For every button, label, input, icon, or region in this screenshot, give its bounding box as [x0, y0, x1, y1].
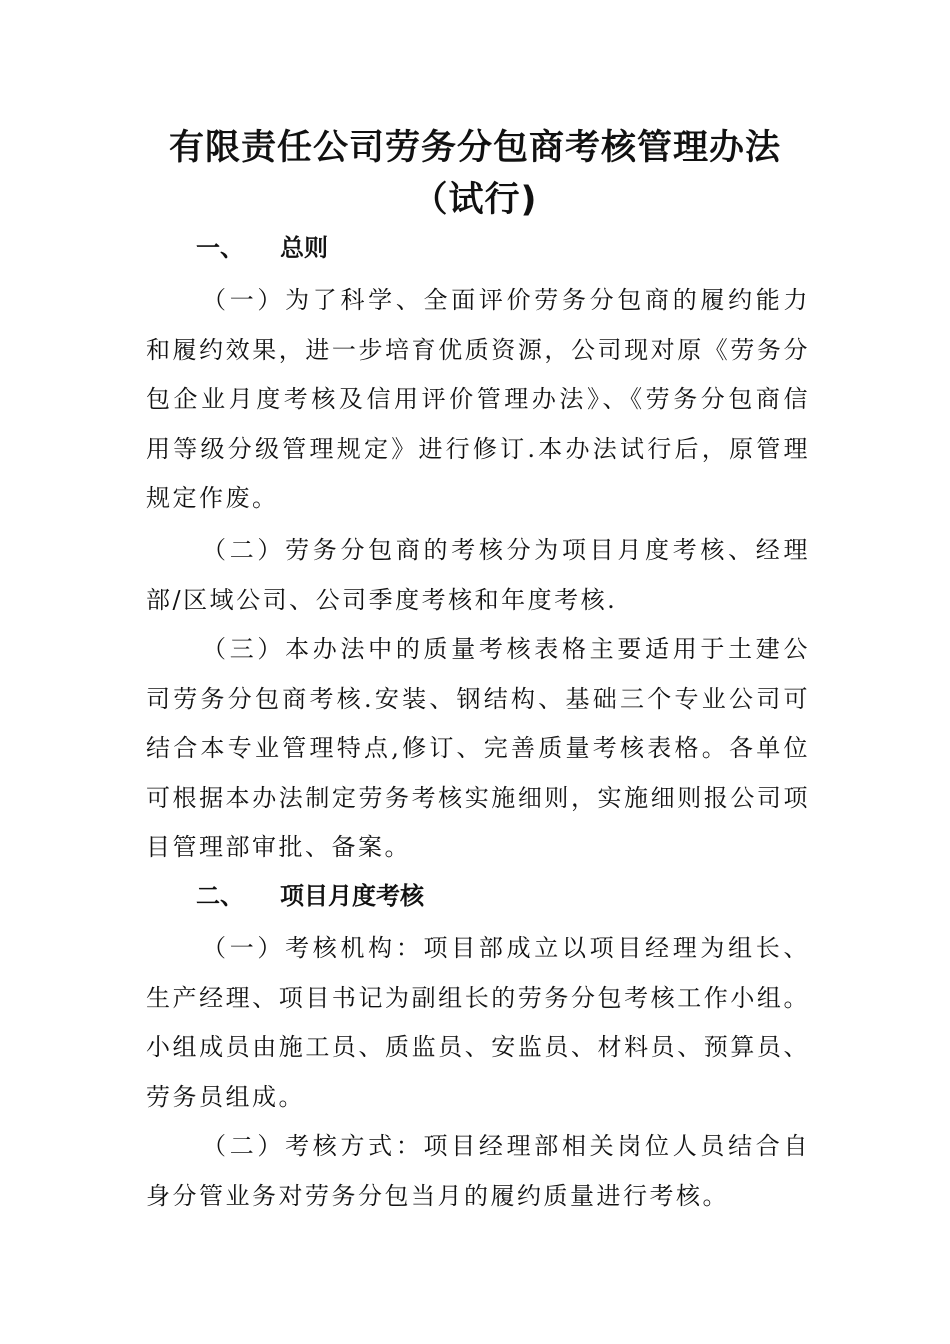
paragraph: （二）劳务分包商的考核分为项目月度考核、经理部/区域公司、公司季度考核和年度考核. [146, 536, 810, 614]
section-number: 一、 [196, 234, 244, 262]
document-subtitle: （试行) [412, 180, 538, 220]
section-number: 二、 [196, 882, 244, 910]
paragraph: （一）为了科学、全面评价劳务分包商的履约能力和履约效果，进一步培育优质资源，公司现对原《劳务分包企业月度考核及信用评价管理办法》、《劳务分包商信用等级分级管理规定》进行修订.本办法试行后，原管理规定作废。 [146, 286, 810, 513]
section-heading-general [196, 233, 328, 263]
paragraph: （二）考核方式：项目经理部相关岗位人员结合自身分管业务对劳务分包当月的履约质量进行考核。 [146, 1132, 810, 1210]
paragraph: （一）考核机构：项目部成立以项目经理为组长、生产经理、项目书记为副组长的劳务分包考核工作小组。小组成员由施工员、质监员、安监员、材料员、预算员、劳务员组成。 [146, 934, 810, 1111]
section-title: 总则 [280, 234, 328, 262]
paragraph: （三）本办法中的质量考核表格主要适用于土建公司劳务分包商考核.安装、钢结构、基础三个专业公司可结合本专业管理特点,修订、完善质量考核表格。各单位可根据本办法制定劳务考核实施细则，实施细则报公司项目管理部审批、备案。 [146, 635, 810, 862]
section-title: 项目月度考核 [280, 882, 424, 910]
section-heading-monthly-assessment [196, 881, 424, 911]
document-title: 有限责任公司劳务分包商考核管理办法 [168, 128, 781, 168]
